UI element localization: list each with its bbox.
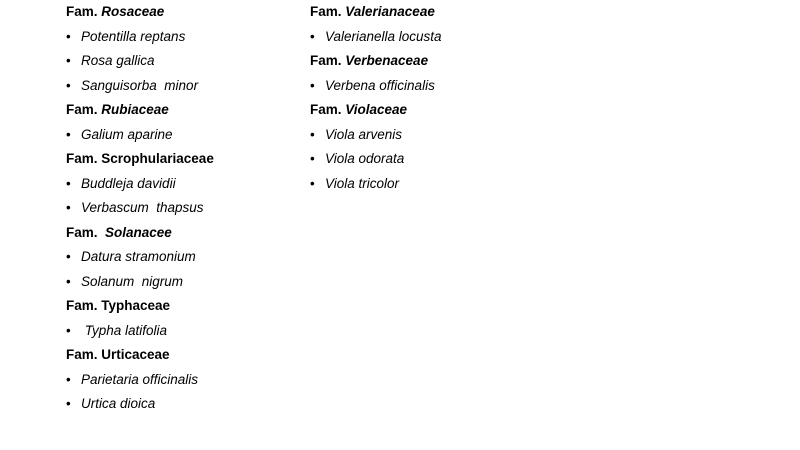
bullet-icon: • xyxy=(66,200,71,215)
family-heading xyxy=(310,98,442,123)
family-name: Violaceae xyxy=(345,102,408,117)
family-prefix: Fam. xyxy=(66,4,102,19)
bullet-icon: • xyxy=(66,126,71,142)
bullet-icon: • xyxy=(66,249,71,264)
species-name: Parietaria officinalis xyxy=(81,371,199,387)
family-heading xyxy=(66,343,214,368)
species-item xyxy=(66,392,214,417)
species-item xyxy=(310,25,442,50)
family-prefix: Fam. xyxy=(66,151,102,166)
species-item xyxy=(66,74,214,99)
bullet-icon: • xyxy=(310,151,315,166)
family-heading xyxy=(66,294,214,319)
species-item xyxy=(310,147,442,172)
species-name: Potentilla reptans xyxy=(81,28,186,44)
species-item xyxy=(66,25,214,50)
species-name: Rosa gallica xyxy=(81,53,155,68)
family-heading xyxy=(66,98,214,123)
species-name: Verbena officinalis xyxy=(325,77,435,93)
species-item xyxy=(66,270,214,295)
species-item xyxy=(66,245,214,270)
species-name: Verbascum thapsus xyxy=(81,200,204,215)
family-heading xyxy=(310,49,442,74)
family-name: Typhaceae xyxy=(101,298,171,313)
family-name: Urticaceae xyxy=(101,347,170,362)
bullet-icon: • xyxy=(310,77,315,93)
family-prefix: Fam. xyxy=(310,4,346,19)
species-item xyxy=(66,319,214,344)
species-name: Datura stramonium xyxy=(81,249,196,264)
family-name: Verbenaceae xyxy=(345,53,429,68)
bullet-icon: • xyxy=(310,175,315,191)
bullet-icon: • xyxy=(66,175,71,191)
family-heading xyxy=(66,0,214,25)
bullet-icon: • xyxy=(310,126,315,142)
family-heading xyxy=(66,147,214,172)
family-name: Scrophulariaceae xyxy=(101,151,214,166)
species-name: Urtica dioica xyxy=(81,396,156,411)
species-item xyxy=(66,123,214,148)
species-name: Viola arvenis xyxy=(325,126,403,142)
bullet-icon: • xyxy=(66,28,71,44)
species-item xyxy=(310,123,442,148)
family-heading xyxy=(66,221,214,246)
bullet-icon: • xyxy=(66,77,71,93)
species-name: Viola odorata xyxy=(325,151,405,166)
bullet-icon: • xyxy=(66,396,71,411)
species-name: Sanguisorba minor xyxy=(81,77,199,93)
family-prefix: Fam. xyxy=(66,224,106,240)
species-item xyxy=(66,172,214,197)
species-item xyxy=(66,368,214,393)
family-prefix: Fam. xyxy=(66,102,102,117)
species-name: Galium aparine xyxy=(81,126,173,142)
species-name: Solanum nigrum xyxy=(81,273,184,289)
bullet-icon: • xyxy=(66,53,71,68)
species-item xyxy=(66,49,214,74)
family-heading xyxy=(310,0,442,25)
bullet-icon: • xyxy=(66,322,71,338)
species-name: Typha latifolia xyxy=(81,322,168,338)
species-name: Buddleja davidii xyxy=(81,175,176,191)
left-column xyxy=(66,0,214,417)
family-prefix: Fam. xyxy=(66,347,102,362)
family-prefix: Fam. xyxy=(310,102,346,117)
family-name: Solanacee xyxy=(105,224,172,240)
bullet-icon: • xyxy=(310,28,315,44)
species-name: Viola tricolor xyxy=(325,175,400,191)
family-name: Rosaceae xyxy=(101,4,165,19)
family-prefix: Fam. xyxy=(66,298,102,313)
bullet-icon: • xyxy=(66,273,71,289)
species-item xyxy=(310,74,442,99)
family-name: Rubiaceae xyxy=(101,102,169,117)
family-prefix: Fam. xyxy=(310,53,346,68)
family-name: Valerianaceae xyxy=(345,4,435,19)
right-column xyxy=(310,0,442,196)
species-item xyxy=(310,172,442,197)
bullet-icon: • xyxy=(66,371,71,387)
species-item xyxy=(66,196,214,221)
species-name: Valerianella locusta xyxy=(325,28,442,44)
